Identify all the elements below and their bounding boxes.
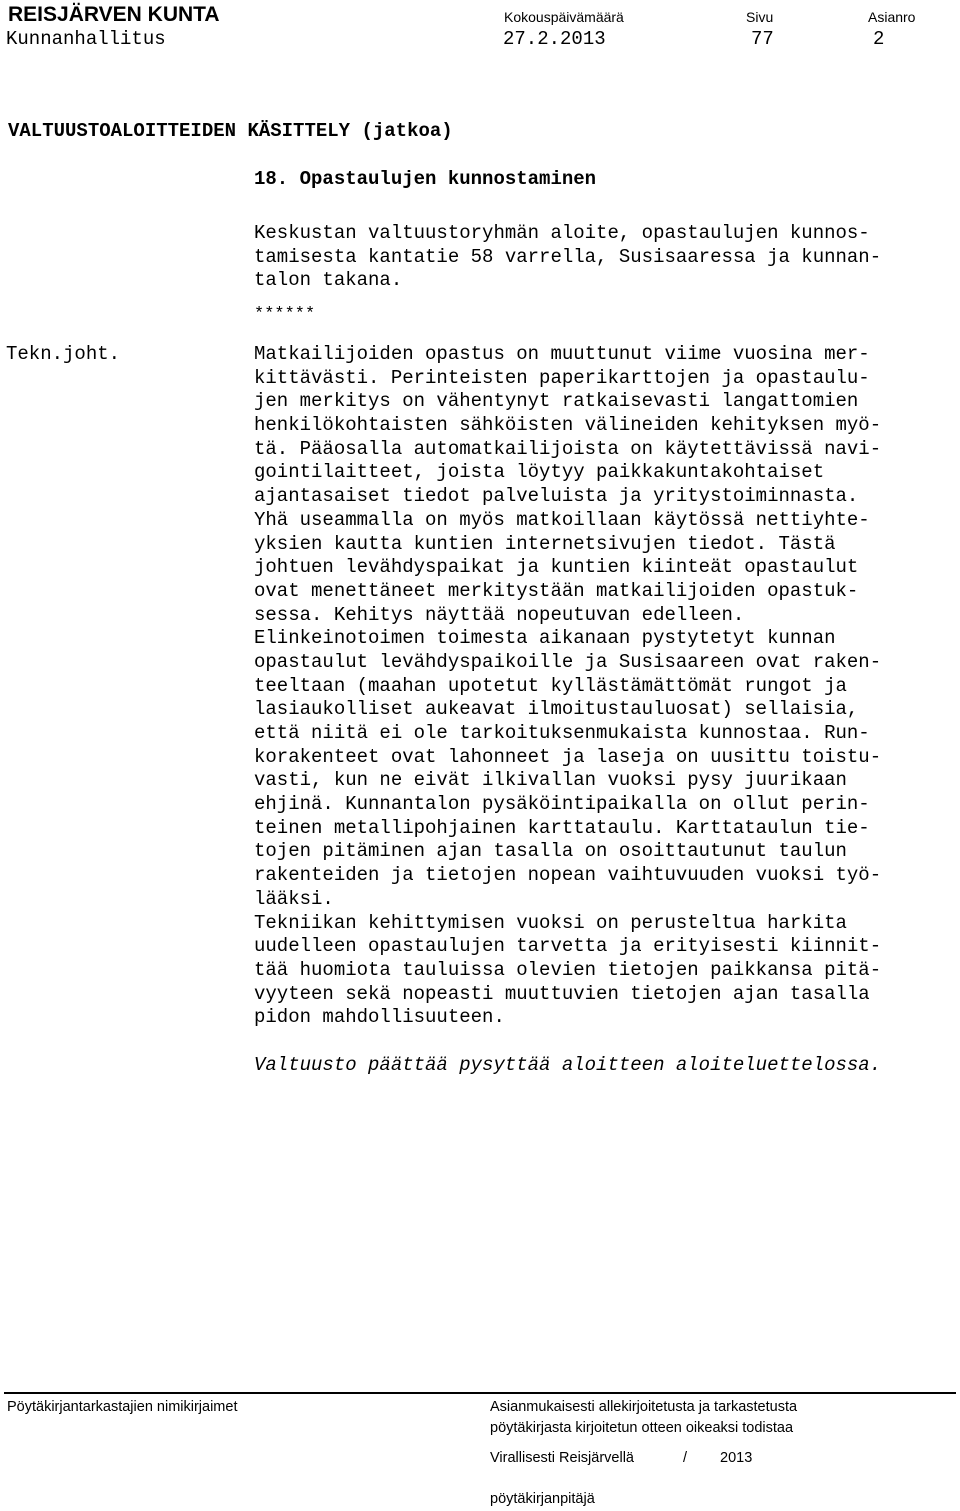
body-line: sessa. Kehitys näyttää nopeutuvan edelleen.: [254, 603, 745, 626]
intro-line: Keskustan valtuustoryhmän aloite, opastaulujen kunnos-: [254, 222, 870, 244]
meeting-body: Kunnanhallitus: [6, 28, 166, 50]
organization-name: REISJÄRVEN KUNTA: [8, 3, 220, 26]
body-line: ajantasaiset tiedot palveluista ja yritystoiminnasta.: [254, 485, 859, 508]
page-number: 77: [751, 28, 774, 50]
footer-year: 2013: [720, 1450, 753, 1466]
item-intro: [254, 222, 881, 293]
meeting-date-label: Kokouspäivämäärä: [504, 9, 624, 25]
item-title: 18. Opastaulujen kunnostaminen: [254, 168, 597, 190]
decision-text: Valtuusto päättää pysyttää aloitteen aloiteluettelossa.: [254, 1054, 882, 1076]
body-line: teinen metallipohjainen karttataulu. Karttataulun tie-: [254, 816, 870, 839]
body-line: rakenteiden ja tietojen nopean vaihtuvuuden vuoksi työ-: [254, 864, 882, 887]
body-line: teeltaan (maahan upotetut kyllästämättömät rungot ja: [254, 674, 847, 697]
case-number-label: Asianro: [868, 9, 916, 25]
body-line: opastaulut levähdyspaikoille ja Susisaareen ovat raken-: [254, 650, 882, 673]
body-line: vasti, kun ne eivät ilkivallan vuoksi pysy juurikaan: [254, 769, 847, 792]
body-line: johtuen levähdyspaikat ja kuntien kiinteät opastaulut: [254, 556, 859, 579]
body-line: lasiaukolliset aukeavat ilmoitustauluosat) sellaisia,: [254, 698, 859, 721]
footer-certification-line1: Asianmukaisesti allekirjoitetusta ja tarkastetusta: [490, 1399, 798, 1415]
footer-certification-line2: pöytäkirjasta kirjoitetun otteen oikeaksi todistaa: [490, 1420, 794, 1436]
case-number: 2: [873, 28, 885, 50]
footer-signer-label: pöytäkirjanpitäjä: [490, 1491, 595, 1507]
body-line: Matkailijoiden opastus on muuttunut viime vuosina mer-: [254, 343, 870, 365]
intro-line: talon takana.: [254, 269, 403, 292]
body-line: että niitä ei ole tarkoituksenmukaista kunnostaa. Run-: [254, 722, 870, 744]
body-line: Tekniikan kehittymisen vuoksi on perusteltua harkita: [254, 911, 847, 934]
footer-initials-label: Pöytäkirjantarkastajien nimikirjaimet: [7, 1399, 238, 1415]
separator-stars: ******: [254, 305, 316, 324]
page-label: Sivu: [746, 9, 774, 25]
body-line: kittävästi. Perinteisten paperikarttojen ja opastaulu-: [254, 366, 870, 389]
section-title: VALTUUSTOALOITTEIDEN KÄSITTELY (jatkoa): [8, 120, 453, 142]
body-line: pidon mahdollisuuteen.: [254, 1006, 505, 1029]
footer-place: Virallisesti Reisjärvellä: [490, 1450, 634, 1466]
item-body-text: [254, 343, 881, 1030]
body-line: lääksi.: [254, 887, 334, 910]
preparer-label: Tekn.joht.: [6, 343, 121, 365]
body-line: tää huomiota tauluissa olevien tietojen paikkansa pitä-: [254, 958, 882, 981]
body-line: Yhä useammalla on myös matkoillaan käytössä nettiyhte-: [254, 508, 870, 531]
footer-date-slash: /: [683, 1450, 688, 1466]
body-line: ovat menettäneet merkitystään matkailijoiden opastuk-: [254, 579, 859, 602]
body-line: uudelleen opastaulujen tarvetta ja erityisesti kiinnit-: [254, 935, 882, 958]
body-line: korakenteet ovat lahonneet ja laseja on uusittu toistu-: [254, 745, 882, 768]
body-line: Elinkeinotoimen toimesta aikanaan pystytetyt kunnan: [254, 627, 836, 650]
body-line: vyyteen sekä nopeasti muuttuvien tietojen ajan tasalla: [254, 982, 870, 1005]
intro-line: tamisesta kantatie 58 varrella, Susisaaressa ja kunnan-: [254, 245, 882, 268]
body-line: tojen pitäminen ajan tasalla on osoittautunut taulun: [254, 840, 847, 863]
body-line: ehjinä. Kunnantalon pysäköintipaikalla on ollut perin-: [254, 793, 870, 816]
body-line: jen merkitys on vähentynyt ratkaisevasti langattomien: [254, 390, 859, 413]
body-line: yksien kautta kuntien internetsivujen tiedot. Tästä: [254, 532, 836, 555]
meeting-date-value: 27.2.2013: [503, 28, 606, 50]
body-line: tä. Pääosalla automatkailijoista on käytettävissä navi-: [254, 437, 882, 460]
body-line: henkilökohtaisten sähköisten välineiden kehityksen myö-: [254, 414, 882, 437]
body-line: gointilaitteet, joista löytyy paikkakuntakohtaiset: [254, 461, 825, 484]
footer-divider: [4, 1392, 956, 1394]
